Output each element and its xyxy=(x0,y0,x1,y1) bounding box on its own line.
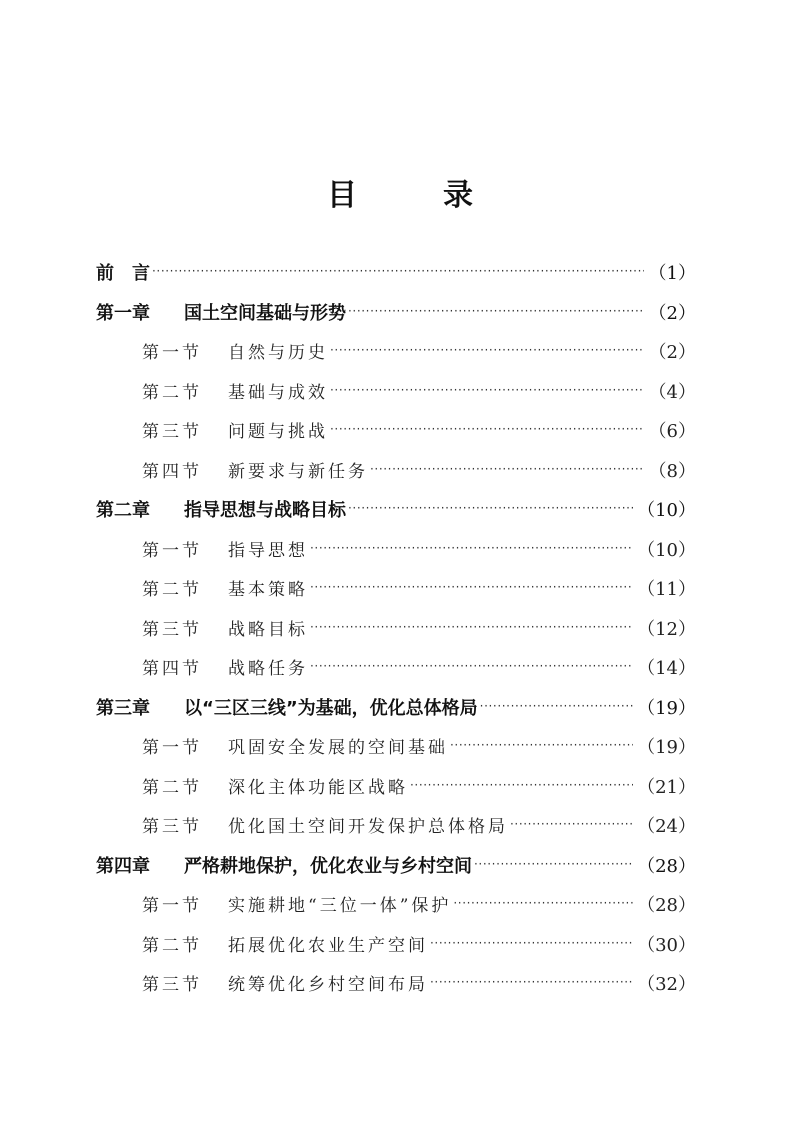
section-number: 第二节 xyxy=(142,777,202,798)
chapter-title: 严格耕地保护，优化农业与乡村空间 xyxy=(184,855,472,877)
page-number: （19） xyxy=(637,737,696,758)
chapter-number: 第四章 xyxy=(96,855,150,877)
section-title: 问题与挑战 xyxy=(228,422,328,442)
dot-leader xyxy=(330,410,644,450)
dot-leader xyxy=(370,450,644,490)
dot-leader xyxy=(480,687,633,727)
section-number: 第三节 xyxy=(142,619,202,640)
dot-leader xyxy=(310,647,633,687)
page-number: （32） xyxy=(637,974,696,995)
toc-chapter-row[interactable] xyxy=(96,847,696,887)
dot-leader xyxy=(430,924,633,964)
page-number: （2） xyxy=(648,302,696,324)
page-number: （12） xyxy=(637,618,696,640)
dot-leader xyxy=(310,568,633,608)
toc-section-row[interactable] xyxy=(96,926,696,966)
toc-section-row[interactable] xyxy=(96,531,696,571)
section-title: 优化国土空间开发保护总体格局 xyxy=(228,817,508,837)
page-number: （4） xyxy=(648,381,696,403)
section-number: 第一节 xyxy=(142,540,202,561)
toc-section-row[interactable] xyxy=(96,373,696,413)
toc-section-row[interactable] xyxy=(96,807,696,847)
dot-leader xyxy=(410,766,633,806)
toc-chapter-row[interactable] xyxy=(96,491,696,531)
section-number: 第三节 xyxy=(142,422,202,442)
toc-section-row[interactable] xyxy=(96,965,696,1005)
dot-leader xyxy=(474,845,633,885)
toc-section-row[interactable] xyxy=(96,886,696,926)
section-number: 第二节 xyxy=(142,382,202,403)
page-number: （10） xyxy=(637,500,696,521)
section-number: 第二节 xyxy=(142,580,202,600)
page-number: （21） xyxy=(637,776,696,798)
toc-section-row[interactable] xyxy=(96,333,696,373)
page-number: （1） xyxy=(648,263,696,284)
section-title: 指导思想 xyxy=(228,540,308,561)
dot-leader xyxy=(330,331,644,371)
section-title: 战略目标 xyxy=(228,619,308,640)
dot-leader xyxy=(348,292,644,332)
section-title: 拓展优化农业生产空间 xyxy=(228,935,428,956)
section-number: 第三节 xyxy=(142,817,202,837)
toc-section-row[interactable] xyxy=(96,649,696,689)
dot-leader xyxy=(310,529,633,569)
chapter-title: 国土空间基础与形势 xyxy=(184,302,346,324)
dot-leader xyxy=(453,884,633,924)
page-number: （2） xyxy=(648,342,696,363)
page-number: （6） xyxy=(648,421,696,442)
page-number: （28） xyxy=(637,855,696,877)
chapter-title: 以“三区三线”为基础，优化总体格局 xyxy=(184,697,478,719)
section-title: 深化主体功能区战略 xyxy=(228,777,408,798)
section-title: 实施耕地“三位一体”保护 xyxy=(228,896,452,916)
dot-leader xyxy=(510,805,633,845)
dot-leader xyxy=(152,252,644,292)
dot-leader xyxy=(310,608,633,648)
toc-section-row[interactable] xyxy=(96,452,696,492)
page-title: 目 录 xyxy=(327,178,501,213)
section-title: 战略任务 xyxy=(228,659,308,679)
toc-section-row[interactable] xyxy=(96,768,696,808)
section-number: 第四节 xyxy=(142,659,202,679)
toc-section-row[interactable] xyxy=(96,412,696,452)
section-number: 第二节 xyxy=(142,935,202,956)
toc-section-row[interactable] xyxy=(96,610,696,650)
section-number: 第三节 xyxy=(142,975,202,995)
page-number: （30） xyxy=(637,934,696,956)
dot-leader xyxy=(330,371,644,411)
section-title: 自然与历史 xyxy=(228,343,328,363)
page-number: （28） xyxy=(637,895,696,916)
chapter-title: 指导思想与战略目标 xyxy=(184,500,346,521)
toc-section-row[interactable] xyxy=(96,570,696,610)
toc-chapter-row[interactable] xyxy=(96,689,696,729)
section-title: 巩固安全发展的空间基础 xyxy=(228,738,448,758)
dot-leader xyxy=(348,489,633,529)
page-number: （10） xyxy=(637,539,696,561)
section-title: 统筹优化乡村空间布局 xyxy=(228,975,428,995)
table-of-contents xyxy=(96,254,696,1005)
page-number: （24） xyxy=(637,816,696,837)
page-number: （8） xyxy=(648,460,696,482)
section-title: 基础与成效 xyxy=(228,382,328,403)
dot-leader xyxy=(430,963,633,1003)
chapter-number: 前 言 xyxy=(96,263,150,284)
toc-chapter-row[interactable] xyxy=(96,294,696,334)
page-number: （19） xyxy=(637,697,696,719)
toc-section-row[interactable] xyxy=(96,728,696,768)
section-number: 第一节 xyxy=(142,343,202,363)
section-title: 新要求与新任务 xyxy=(228,461,368,482)
chapter-number: 第三章 xyxy=(96,697,150,719)
toc-chapter-row[interactable] xyxy=(96,254,696,294)
section-number: 第四节 xyxy=(142,461,202,482)
page-number: （11） xyxy=(637,579,696,600)
section-number: 第一节 xyxy=(142,738,202,758)
page-number: （14） xyxy=(637,658,696,679)
section-title: 基本策略 xyxy=(228,580,308,600)
dot-leader xyxy=(450,726,633,766)
section-number: 第一节 xyxy=(142,896,202,916)
chapter-number: 第一章 xyxy=(96,302,150,324)
chapter-number: 第二章 xyxy=(96,500,150,521)
